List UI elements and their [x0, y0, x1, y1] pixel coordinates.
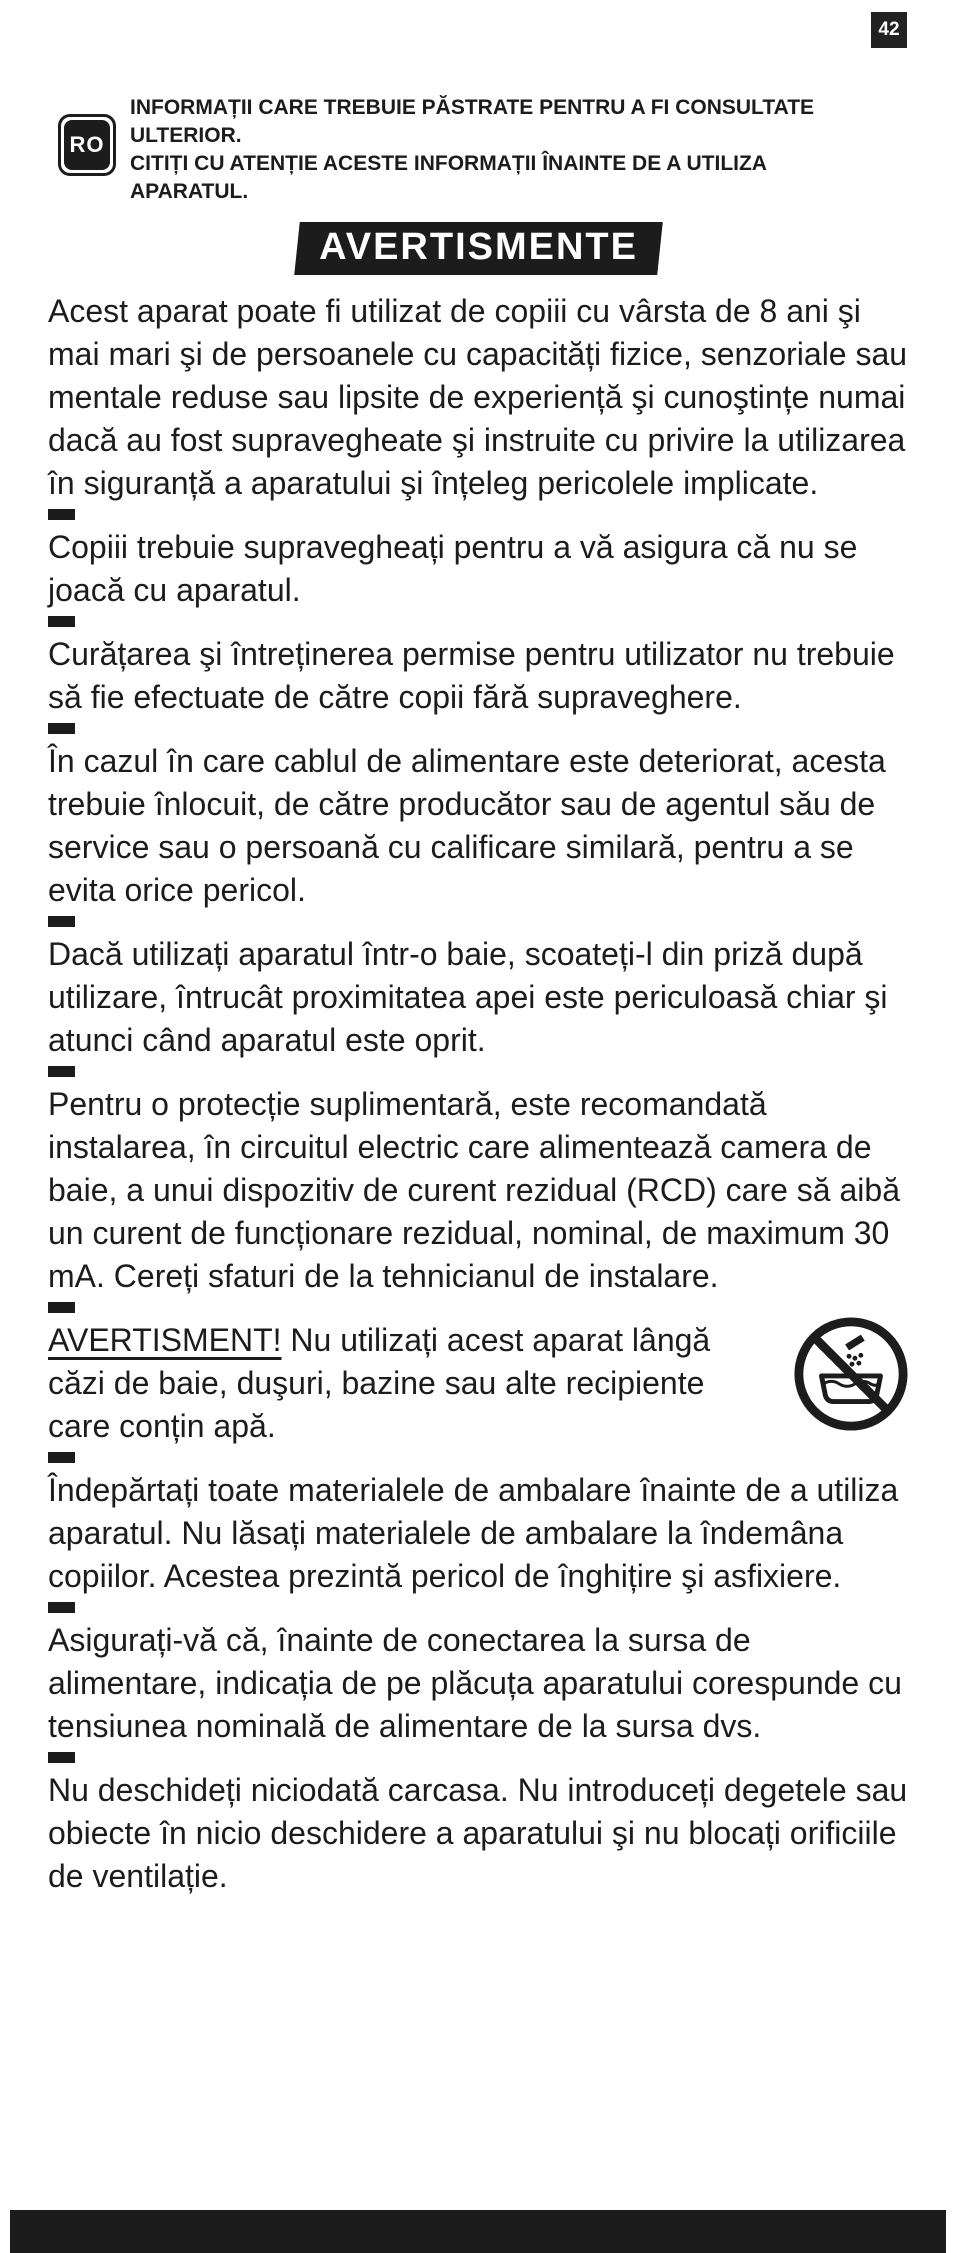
water-drop	[858, 1353, 863, 1358]
divider	[48, 1302, 75, 1313]
footer-bar	[10, 2210, 946, 2253]
bath-warning-prefix: AVERTISMENT!	[48, 1322, 282, 1358]
warning-item	[48, 1469, 910, 1598]
warning-item	[48, 633, 910, 719]
notice-line-1: INFORMAȚII CARE TREBUIE PĂSTRATE PENTRU A FI CONSULTATE ULTERIOR.	[130, 96, 815, 147]
language-badge-label: RO	[64, 120, 110, 170]
warning-text: Copiii trebuie supravegheați pentru a vă asigura că nu se joacă cu aparatul.	[48, 529, 858, 608]
language-badge	[58, 114, 116, 176]
warning-item	[48, 740, 910, 912]
warning-text: Curățarea şi întreținerea permise pentru utilizator nu trebuie să fie efectuate de către copii fără supraveghere.	[48, 636, 895, 715]
section-title	[294, 222, 662, 275]
water-drop	[850, 1362, 855, 1367]
warning-text: Pentru o protecție suplimentară, este recomandată instalarea, în circuitul electric care alimentează camera de baie, a unui dispozitiv de curent rezidual (RCD) care să aibă un curent de funcționare rezidual, nominal, de maximum 30 mA. Cereți sfaturi de la tehnicianul de instalare.	[48, 1086, 900, 1294]
water-drop	[852, 1356, 857, 1361]
divider	[48, 1452, 75, 1463]
divider	[48, 1066, 75, 1077]
section-title-text: AVERTISMENTE	[318, 226, 638, 268]
warning-text: Nu deschideți niciodată carcasa. Nu introduceți degetele sau obiecte în nicio deschidere a aparatului şi nu blocați orificiile de ventilație.	[48, 1772, 908, 1894]
divider	[48, 616, 75, 627]
warning-item	[48, 526, 910, 612]
bath-warning-body: Nu utilizați acest aparat lângă căzi de baie, duşuri, bazine sau alte recipiente care conțin apă.	[48, 1322, 711, 1444]
warning-text: Dacă utilizați aparatul într-o baie, scoateți-l din priză după utilizare, întrucât proximitatea apei este periculoasă chiar şi atunci când aparatul este oprit.	[48, 936, 888, 1058]
warning-text: Acest aparat poate fi utilizat de copiii cu vârsta de 8 ani şi mai mari şi de persoanele cu capacități fizice, senzoriale sau mentale reduse sau lipsite de experiență şi cunoştințe numai dacă au fost supravegheate şi instruite cu privire la utilizarea în siguranță a aparatului şi înțeleg pericolele implicate.	[48, 293, 908, 501]
warning-item	[48, 290, 910, 505]
notice	[130, 94, 850, 206]
water-wave	[823, 1381, 878, 1386]
divider	[48, 1752, 75, 1763]
bath-warning-item	[48, 1319, 910, 1448]
water-drop	[856, 1361, 861, 1366]
shower-head	[845, 1335, 865, 1351]
page-number: 42	[871, 12, 907, 48]
no-bath-icon	[792, 1315, 910, 1433]
bath-warning-text	[48, 1319, 770, 1448]
warning-item	[48, 1083, 910, 1298]
warning-item	[48, 1619, 910, 1748]
warning-text: Asigurați-vă că, înainte de conectarea la sursa de alimentare, indicația de pe plăcuța aparatului corespunde cu tensiunea nominală de alimentare de la sursa dvs.	[48, 1622, 902, 1744]
warnings-list	[48, 290, 910, 1898]
warning-text: În cazul în care cablul de alimentare este deteriorat, acesta trebuie înlocuit, de către producător sau de agentul său de service sau o persoană cu calificare similară, pentru a se evita orice pericol.	[48, 743, 886, 908]
notice-line-2: CITIȚI CU ATENȚIE ACESTE INFORMAȚII ÎNAINTE DE A UTILIZA APARATUL.	[130, 152, 767, 203]
divider	[48, 509, 75, 520]
divider	[48, 1602, 75, 1613]
warning-item	[48, 933, 910, 1062]
title-wrapper	[0, 222, 956, 275]
divider	[48, 916, 75, 927]
warning-text: Îndepărtați toate materialele de ambalare înainte de a utiliza aparatul. Nu lăsați materialele de ambalare la îndemâna copiilor. Acestea prezintă pericol de înghițire şi asfixiere.	[48, 1472, 899, 1594]
water-drop	[847, 1354, 852, 1359]
divider	[48, 723, 75, 734]
warning-item	[48, 1769, 910, 1898]
